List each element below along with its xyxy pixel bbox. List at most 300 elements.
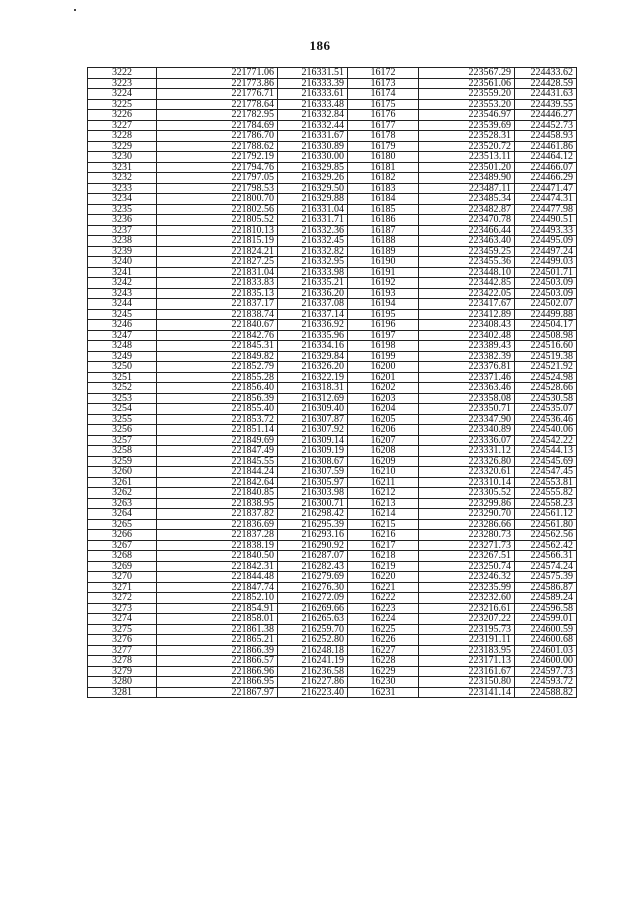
coord-y-right-cell: 224464.12 (515, 152, 577, 163)
coord-y-right-cell: 224553.81 (515, 477, 577, 488)
table-row (88, 341, 577, 352)
table-row (88, 425, 577, 436)
coord-y-left-cell: 216331.67 (278, 131, 348, 142)
coord-y-left-cell: 216337.08 (278, 299, 348, 310)
coord-y-left-cell: 216336.20 (278, 288, 348, 299)
point-number-left-cell: 3270 (88, 572, 157, 583)
table-row (88, 362, 577, 373)
coord-y-left-cell: 216308.67 (278, 456, 348, 467)
coord-x-left-cell: 221855.40 (157, 404, 278, 415)
coord-x-right-cell: 223546.97 (419, 110, 515, 121)
point-number-right-cell: 16176 (348, 110, 419, 121)
point-number-right-cell: 16177 (348, 120, 419, 131)
coord-y-left-cell: 216309.19 (278, 446, 348, 457)
point-number-right-cell: 16182 (348, 173, 419, 184)
coord-x-left-cell: 221853.72 (157, 414, 278, 425)
coord-x-left-cell: 221838.74 (157, 309, 278, 320)
coord-x-right-cell: 223371.46 (419, 372, 515, 383)
coord-x-right-cell: 223350.71 (419, 404, 515, 415)
coord-y-right-cell: 224600.68 (515, 635, 577, 646)
point-number-left-cell: 3252 (88, 383, 157, 394)
point-number-left-cell: 3247 (88, 330, 157, 341)
coord-x-left-cell: 221847.74 (157, 582, 278, 593)
table-row (88, 435, 577, 446)
coord-y-right-cell: 224536.46 (515, 414, 577, 425)
coord-y-right-cell: 224466.29 (515, 173, 577, 184)
coord-x-left-cell: 221831.04 (157, 267, 278, 278)
point-number-right-cell: 16172 (348, 68, 419, 79)
point-number-right-cell: 16193 (348, 288, 419, 299)
table-row (88, 540, 577, 551)
coord-x-left-cell: 221788.62 (157, 141, 278, 152)
coord-y-left-cell: 216329.85 (278, 162, 348, 173)
coord-x-left-cell: 221851.14 (157, 425, 278, 436)
point-number-left-cell: 3260 (88, 467, 157, 478)
coord-x-right-cell: 223389.43 (419, 341, 515, 352)
coord-y-left-cell: 216335.96 (278, 330, 348, 341)
coord-y-left-cell: 216227.86 (278, 677, 348, 688)
coord-x-left-cell: 221802.56 (157, 204, 278, 215)
coord-x-left-cell: 221810.13 (157, 225, 278, 236)
coord-x-left-cell: 221852.10 (157, 593, 278, 604)
table-row (88, 257, 577, 268)
coord-x-right-cell: 223320.61 (419, 467, 515, 478)
point-number-left-cell: 3256 (88, 425, 157, 436)
coord-x-left-cell: 221771.06 (157, 68, 278, 79)
point-number-right-cell: 16201 (348, 372, 419, 383)
coord-y-left-cell: 216282.43 (278, 561, 348, 572)
coord-x-left-cell: 221855.28 (157, 372, 278, 383)
coord-x-left-cell: 221815.19 (157, 236, 278, 247)
coord-x-left-cell: 221778.64 (157, 99, 278, 110)
coord-y-right-cell: 224558.23 (515, 498, 577, 509)
table-row (88, 309, 577, 320)
coord-x-right-cell: 223363.46 (419, 383, 515, 394)
coord-y-right-cell: 224501.71 (515, 267, 577, 278)
coord-y-right-cell: 224433.62 (515, 68, 577, 79)
coord-y-right-cell: 224519.38 (515, 351, 577, 362)
coord-x-right-cell: 223489.90 (419, 173, 515, 184)
coord-x-left-cell: 221865.21 (157, 635, 278, 646)
coord-y-left-cell: 216305.97 (278, 477, 348, 488)
coord-y-right-cell: 224524.98 (515, 372, 577, 383)
coord-y-left-cell: 216309.14 (278, 435, 348, 446)
point-number-left-cell: 3267 (88, 540, 157, 551)
coordinates-table (87, 67, 577, 698)
table-row (88, 561, 577, 572)
coord-y-right-cell: 224574.24 (515, 561, 577, 572)
coord-y-right-cell: 224589.24 (515, 593, 577, 604)
point-number-right-cell: 16224 (348, 614, 419, 625)
point-number-left-cell: 3274 (88, 614, 157, 625)
point-number-left-cell: 3227 (88, 120, 157, 131)
coord-y-right-cell: 224588.82 (515, 687, 577, 698)
point-number-right-cell: 16206 (348, 425, 419, 436)
coord-x-left-cell: 221805.52 (157, 215, 278, 226)
table-row (88, 635, 577, 646)
coord-x-left-cell: 221858.01 (157, 614, 278, 625)
coord-y-right-cell: 224544.13 (515, 446, 577, 457)
coord-x-right-cell: 223539.69 (419, 120, 515, 131)
coord-x-right-cell: 223195.73 (419, 624, 515, 635)
point-number-left-cell: 3268 (88, 551, 157, 562)
point-number-right-cell: 16210 (348, 467, 419, 478)
coord-x-left-cell: 221845.55 (157, 456, 278, 467)
point-number-left-cell: 3261 (88, 477, 157, 488)
point-number-left-cell: 3254 (88, 404, 157, 415)
point-number-left-cell: 3228 (88, 131, 157, 142)
table-row (88, 372, 577, 383)
table-row (88, 582, 577, 593)
coord-x-right-cell: 223347.90 (419, 414, 515, 425)
table-row (88, 68, 577, 79)
point-number-right-cell: 16205 (348, 414, 419, 425)
coord-y-left-cell: 216332.84 (278, 110, 348, 121)
point-number-right-cell: 16213 (348, 498, 419, 509)
coord-x-right-cell: 223290.70 (419, 509, 515, 520)
coord-x-left-cell: 221844.48 (157, 572, 278, 583)
point-number-right-cell: 16225 (348, 624, 419, 635)
point-number-right-cell: 16208 (348, 446, 419, 457)
coord-x-left-cell: 221856.39 (157, 393, 278, 404)
point-number-left-cell: 3237 (88, 225, 157, 236)
coord-x-right-cell: 223417.67 (419, 299, 515, 310)
table-row (88, 666, 577, 677)
coord-x-left-cell: 221792.19 (157, 152, 278, 163)
coord-y-left-cell: 216287.07 (278, 551, 348, 562)
coord-y-right-cell: 224566.31 (515, 551, 577, 562)
point-number-right-cell: 16191 (348, 267, 419, 278)
coord-x-right-cell: 223528.31 (419, 131, 515, 142)
coord-x-left-cell: 221866.57 (157, 656, 278, 667)
coord-x-left-cell: 221798.53 (157, 183, 278, 194)
coord-y-right-cell: 224535.07 (515, 404, 577, 415)
coord-x-right-cell: 223466.44 (419, 225, 515, 236)
table-row (88, 488, 577, 499)
table-row (88, 383, 577, 394)
coord-x-right-cell: 223567.29 (419, 68, 515, 79)
point-number-left-cell: 3264 (88, 509, 157, 520)
point-number-left-cell: 3279 (88, 666, 157, 677)
table-row (88, 278, 577, 289)
coord-y-left-cell: 216248.18 (278, 645, 348, 656)
coord-x-right-cell: 223412.89 (419, 309, 515, 320)
coord-x-right-cell: 223422.05 (419, 288, 515, 299)
coord-x-left-cell: 221842.31 (157, 561, 278, 572)
point-number-right-cell: 16190 (348, 257, 419, 268)
table-row (88, 351, 577, 362)
point-number-right-cell: 16197 (348, 330, 419, 341)
coord-y-right-cell: 224497.24 (515, 246, 577, 257)
coord-y-right-cell: 224586.87 (515, 582, 577, 593)
coord-y-left-cell: 216322.19 (278, 372, 348, 383)
point-number-right-cell: 16223 (348, 603, 419, 614)
table-row (88, 677, 577, 688)
point-number-right-cell: 16228 (348, 656, 419, 667)
coord-x-left-cell: 221840.67 (157, 320, 278, 331)
point-number-left-cell: 3236 (88, 215, 157, 226)
coord-x-right-cell: 223340.89 (419, 425, 515, 436)
point-number-right-cell: 16204 (348, 404, 419, 415)
point-number-left-cell: 3226 (88, 110, 157, 121)
coord-x-right-cell: 223183.95 (419, 645, 515, 656)
point-number-left-cell: 3225 (88, 99, 157, 110)
table-row (88, 152, 577, 163)
point-number-left-cell: 3240 (88, 257, 157, 268)
coord-x-left-cell: 221866.39 (157, 645, 278, 656)
coord-x-left-cell: 221837.82 (157, 509, 278, 520)
coord-y-left-cell: 216269.66 (278, 603, 348, 614)
coord-y-right-cell: 224439.55 (515, 99, 577, 110)
point-number-right-cell: 16216 (348, 530, 419, 541)
coord-y-left-cell: 216326.20 (278, 362, 348, 373)
point-number-right-cell: 16173 (348, 78, 419, 89)
coord-x-left-cell: 221800.70 (157, 194, 278, 205)
coord-x-right-cell: 223250.74 (419, 561, 515, 572)
table-row (88, 215, 577, 226)
coord-y-right-cell: 224502.07 (515, 299, 577, 310)
point-number-right-cell: 16189 (348, 246, 419, 257)
table-row (88, 414, 577, 425)
point-number-left-cell: 3238 (88, 236, 157, 247)
point-number-left-cell: 3263 (88, 498, 157, 509)
coord-x-right-cell: 223216.61 (419, 603, 515, 614)
coord-x-right-cell: 223326.80 (419, 456, 515, 467)
point-number-left-cell: 3242 (88, 278, 157, 289)
coord-y-right-cell: 224503.09 (515, 278, 577, 289)
point-number-right-cell: 16198 (348, 341, 419, 352)
coord-y-right-cell: 224562.56 (515, 530, 577, 541)
point-number-right-cell: 16218 (348, 551, 419, 562)
coord-y-right-cell: 224428.59 (515, 78, 577, 89)
coord-y-left-cell: 216241.19 (278, 656, 348, 667)
coord-y-left-cell: 216334.16 (278, 341, 348, 352)
coord-y-right-cell: 224516.60 (515, 341, 577, 352)
coord-x-right-cell: 223299.86 (419, 498, 515, 509)
table-row (88, 110, 577, 121)
point-number-left-cell: 3253 (88, 393, 157, 404)
point-number-right-cell: 16178 (348, 131, 419, 142)
coord-y-right-cell: 224458.93 (515, 131, 577, 142)
coord-x-right-cell: 223161.67 (419, 666, 515, 677)
point-number-right-cell: 16209 (348, 456, 419, 467)
coord-x-right-cell: 223559.20 (419, 89, 515, 100)
coord-y-left-cell: 216337.14 (278, 309, 348, 320)
coord-y-left-cell: 216298.42 (278, 509, 348, 520)
coord-y-right-cell: 224446.27 (515, 110, 577, 121)
coord-y-right-cell: 224601.03 (515, 645, 577, 656)
coord-y-left-cell: 216276.30 (278, 582, 348, 593)
table-row (88, 393, 577, 404)
table-row (88, 267, 577, 278)
coord-y-right-cell: 224499.03 (515, 257, 577, 268)
coord-y-left-cell: 216303.98 (278, 488, 348, 499)
point-number-right-cell: 16194 (348, 299, 419, 310)
point-number-left-cell: 3244 (88, 299, 157, 310)
coord-x-left-cell: 221773.86 (157, 78, 278, 89)
point-number-left-cell: 3276 (88, 635, 157, 646)
coord-x-left-cell: 221837.28 (157, 530, 278, 541)
coord-x-right-cell: 223310.14 (419, 477, 515, 488)
coord-y-left-cell: 216331.04 (278, 204, 348, 215)
table-row (88, 99, 577, 110)
coord-y-left-cell: 216331.51 (278, 68, 348, 79)
coord-x-left-cell: 221836.69 (157, 519, 278, 530)
coord-x-right-cell: 223191.11 (419, 635, 515, 646)
point-number-right-cell: 16196 (348, 320, 419, 331)
coord-x-left-cell: 221782.95 (157, 110, 278, 121)
point-number-right-cell: 16202 (348, 383, 419, 394)
coord-x-right-cell: 223408.43 (419, 320, 515, 331)
coord-x-left-cell: 221835.13 (157, 288, 278, 299)
coord-y-left-cell: 216223.40 (278, 687, 348, 698)
table-row (88, 236, 577, 247)
coord-y-left-cell: 216332.44 (278, 120, 348, 131)
table-row (88, 509, 577, 520)
coord-y-left-cell: 216333.39 (278, 78, 348, 89)
point-number-right-cell: 16195 (348, 309, 419, 320)
table-row (88, 330, 577, 341)
coord-x-right-cell: 223463.40 (419, 236, 515, 247)
coord-y-left-cell: 216307.59 (278, 467, 348, 478)
point-number-left-cell: 3239 (88, 246, 157, 257)
point-number-right-cell: 16221 (348, 582, 419, 593)
coord-y-right-cell: 224521.92 (515, 362, 577, 373)
point-number-left-cell: 3248 (88, 341, 157, 352)
coord-y-right-cell: 224561.12 (515, 509, 577, 520)
point-number-left-cell: 3241 (88, 267, 157, 278)
coord-x-left-cell: 221794.76 (157, 162, 278, 173)
page-number: 186 (309, 38, 331, 53)
point-number-left-cell: 3257 (88, 435, 157, 446)
coord-y-left-cell: 216279.69 (278, 572, 348, 583)
point-number-left-cell: 3255 (88, 414, 157, 425)
coord-x-right-cell: 223455.36 (419, 257, 515, 268)
coord-x-left-cell: 221838.19 (157, 540, 278, 551)
coord-x-right-cell: 223286.66 (419, 519, 515, 530)
table-row (88, 624, 577, 635)
table-row (88, 519, 577, 530)
point-number-right-cell: 16231 (348, 687, 419, 698)
table-row (88, 78, 577, 89)
point-number-right-cell: 16222 (348, 593, 419, 604)
table-row (88, 467, 577, 478)
coord-x-left-cell: 221824.21 (157, 246, 278, 257)
point-number-left-cell: 3271 (88, 582, 157, 593)
point-number-right-cell: 16217 (348, 540, 419, 551)
point-number-left-cell: 3224 (88, 89, 157, 100)
point-number-left-cell: 3233 (88, 183, 157, 194)
coord-y-right-cell: 224504.17 (515, 320, 577, 331)
coord-x-right-cell: 223487.11 (419, 183, 515, 194)
table-row (88, 603, 577, 614)
point-number-right-cell: 16211 (348, 477, 419, 488)
point-number-left-cell: 3259 (88, 456, 157, 467)
table-row (88, 498, 577, 509)
point-number-right-cell: 16187 (348, 225, 419, 236)
coord-x-left-cell: 221776.71 (157, 89, 278, 100)
coord-x-right-cell: 223207.22 (419, 614, 515, 625)
point-number-left-cell: 3246 (88, 320, 157, 331)
coord-y-right-cell: 224575.39 (515, 572, 577, 583)
point-number-left-cell: 3262 (88, 488, 157, 499)
coord-x-right-cell: 223553.20 (419, 99, 515, 110)
point-number-right-cell: 16199 (348, 351, 419, 362)
point-number-right-cell: 16179 (348, 141, 419, 152)
table-row (88, 288, 577, 299)
coord-y-right-cell: 224431.63 (515, 89, 577, 100)
point-number-left-cell: 3258 (88, 446, 157, 457)
table-row (88, 246, 577, 257)
table-row (88, 225, 577, 236)
coord-x-left-cell: 221842.64 (157, 477, 278, 488)
coord-x-right-cell: 223485.34 (419, 194, 515, 205)
coord-x-right-cell: 223271.73 (419, 540, 515, 551)
coord-x-left-cell: 221837.17 (157, 299, 278, 310)
table-row (88, 299, 577, 310)
coord-y-right-cell: 224555.82 (515, 488, 577, 499)
coord-y-left-cell: 216290.92 (278, 540, 348, 551)
coord-x-right-cell: 223235.99 (419, 582, 515, 593)
point-number-right-cell: 16183 (348, 183, 419, 194)
coord-x-right-cell: 223267.51 (419, 551, 515, 562)
table-body (88, 68, 577, 698)
coord-y-right-cell: 224495.09 (515, 236, 577, 247)
coord-x-right-cell: 223246.32 (419, 572, 515, 583)
coord-y-right-cell: 224600.00 (515, 656, 577, 667)
coord-x-left-cell: 221847.49 (157, 446, 278, 457)
coord-y-left-cell: 216333.98 (278, 267, 348, 278)
coord-x-right-cell: 223171.13 (419, 656, 515, 667)
table-row (88, 120, 577, 131)
coord-y-right-cell: 224461.86 (515, 141, 577, 152)
table-row (88, 687, 577, 698)
point-number-left-cell: 3250 (88, 362, 157, 373)
table-row (88, 551, 577, 562)
table-row (88, 530, 577, 541)
coord-y-right-cell: 224508.98 (515, 330, 577, 341)
point-number-left-cell: 3223 (88, 78, 157, 89)
coord-y-right-cell: 224600.59 (515, 624, 577, 635)
coord-x-right-cell: 223336.07 (419, 435, 515, 446)
coord-x-left-cell: 221856.40 (157, 383, 278, 394)
point-number-right-cell: 16220 (348, 572, 419, 583)
coord-y-right-cell: 224493.33 (515, 225, 577, 236)
coord-y-left-cell: 216335.21 (278, 278, 348, 289)
point-number-right-cell: 16214 (348, 509, 419, 520)
coord-y-right-cell: 224530.58 (515, 393, 577, 404)
coord-y-left-cell: 216252.80 (278, 635, 348, 646)
coord-x-left-cell: 221854.91 (157, 603, 278, 614)
coord-y-left-cell: 216272.09 (278, 593, 348, 604)
table-row (88, 572, 577, 583)
coord-y-left-cell: 216329.26 (278, 173, 348, 184)
coord-x-left-cell: 221840.85 (157, 488, 278, 499)
point-number-right-cell: 16229 (348, 666, 419, 677)
point-number-left-cell: 3235 (88, 204, 157, 215)
point-number-left-cell: 3231 (88, 162, 157, 173)
point-number-left-cell: 3278 (88, 656, 157, 667)
table-row (88, 194, 577, 205)
coord-y-right-cell: 224477.98 (515, 204, 577, 215)
point-number-right-cell: 16185 (348, 204, 419, 215)
point-number-left-cell: 3229 (88, 141, 157, 152)
coord-y-left-cell: 216265.63 (278, 614, 348, 625)
coord-y-right-cell: 224499.88 (515, 309, 577, 320)
point-number-left-cell: 3232 (88, 173, 157, 184)
coord-x-right-cell: 223232.60 (419, 593, 515, 604)
table-row (88, 404, 577, 415)
